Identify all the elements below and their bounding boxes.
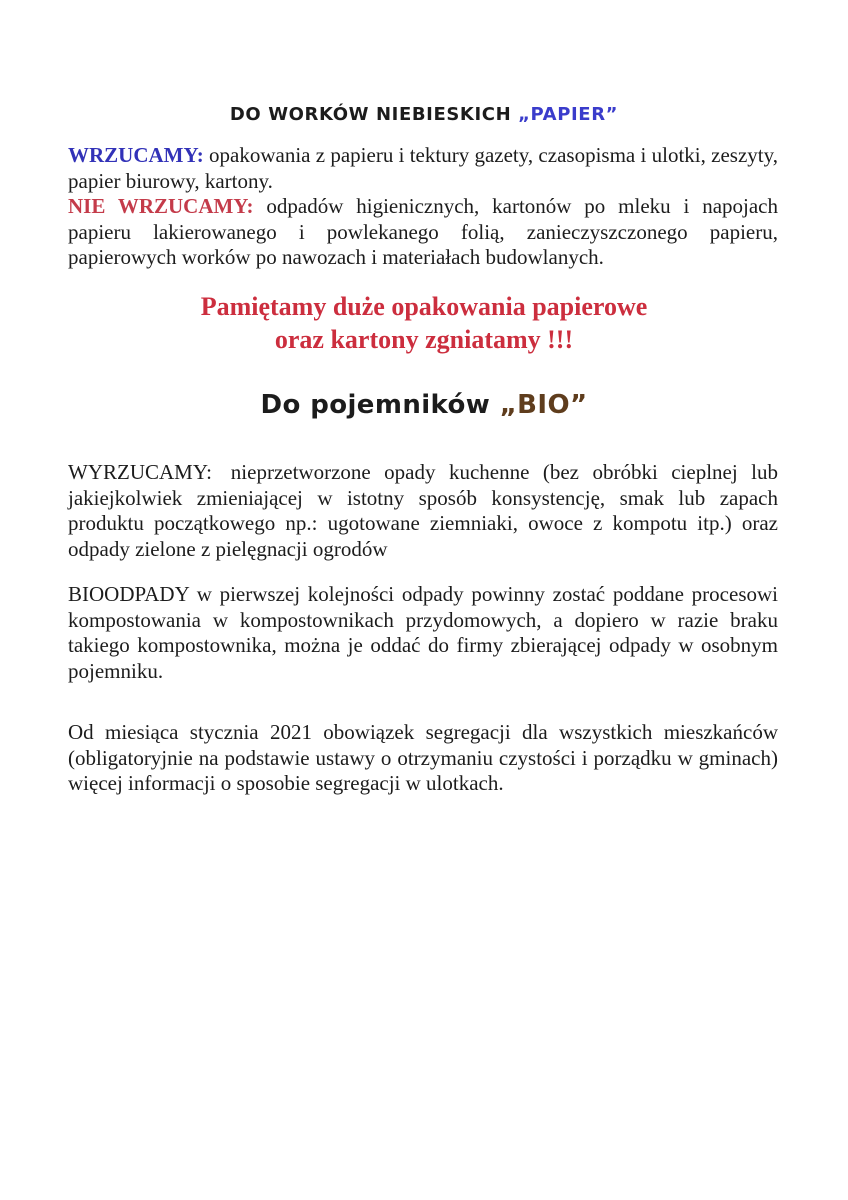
bio-composting-paragraph: BIOODPADY w pierwszej kolejności odpady powinny zostać poddane procesowi kompostowania w kompostownikach przydomowych, a dopiero w razie braku takiego kompostownika, można je oddać do firmy zbierającej odpady w osobnym pojemniku.: [68, 582, 778, 683]
document-title-text: DO WORKÓW NIEBIESKICH: [229, 104, 512, 125]
paper-reminder-line-1: Pamiętamy duże opakowania papierowe: [200, 292, 648, 321]
bio-include-paragraph: [68, 460, 778, 562]
document-title-quoted-term: „PAPIER”: [518, 104, 619, 125]
paper-reminder-heading: [0, 290, 848, 356]
bio-heading-quoted-term: „BIO”: [499, 390, 588, 420]
segregation-obligation-paragraph: Od miesiąca stycznia 2021 obowiązek segregacji dla wszystkich mieszkańców (obligatoryjnie na podstawie ustawy o otrzymaniu czystości i porządku w gminach) więcej informacji o sposobie segregacji w ulotkach.: [68, 720, 778, 795]
bio-heading-text: Do pojemników: [260, 390, 491, 420]
paper-include-rule: [68, 143, 778, 194]
include-rule-label: WRZUCAMY:: [68, 143, 204, 167]
include-rule-text: opakowania z papieru i tektury gazety, czasopisma i ulotki, zeszyty, papier biurowy, kartony.: [68, 143, 778, 193]
paper-exclude-rule: [68, 194, 778, 271]
document-title: [0, 104, 848, 125]
bio-include-text: nieprzetworzone opady kuchenne (bez obróbki cieplnej lub jakiejkolwiek zmieniającej w istotny sposób konsystencję, smak lub zapach produktu początkowego np.: ugotowane ziemniaki, owoce z kompotu itp.) oraz odpady zielone z pielęgnacji ogrodów: [68, 460, 778, 561]
exclude-rule-label: NIE WRZUCAMY:: [68, 194, 254, 218]
exclude-rule-text: odpadów higienicznych, kartonów po mleku i napojach papieru lakierowanego i powlekanego folią, zanieczyszczonego papieru, papierowych worków po nawozach i materiałach budowlanych.: [68, 194, 778, 269]
bio-include-label: WYRZUCAMY:: [68, 460, 212, 484]
bio-section-heading: [0, 390, 848, 420]
paper-rules-section: [68, 143, 778, 271]
paper-reminder-line-2: oraz kartony zgniatamy !!!: [274, 325, 574, 354]
